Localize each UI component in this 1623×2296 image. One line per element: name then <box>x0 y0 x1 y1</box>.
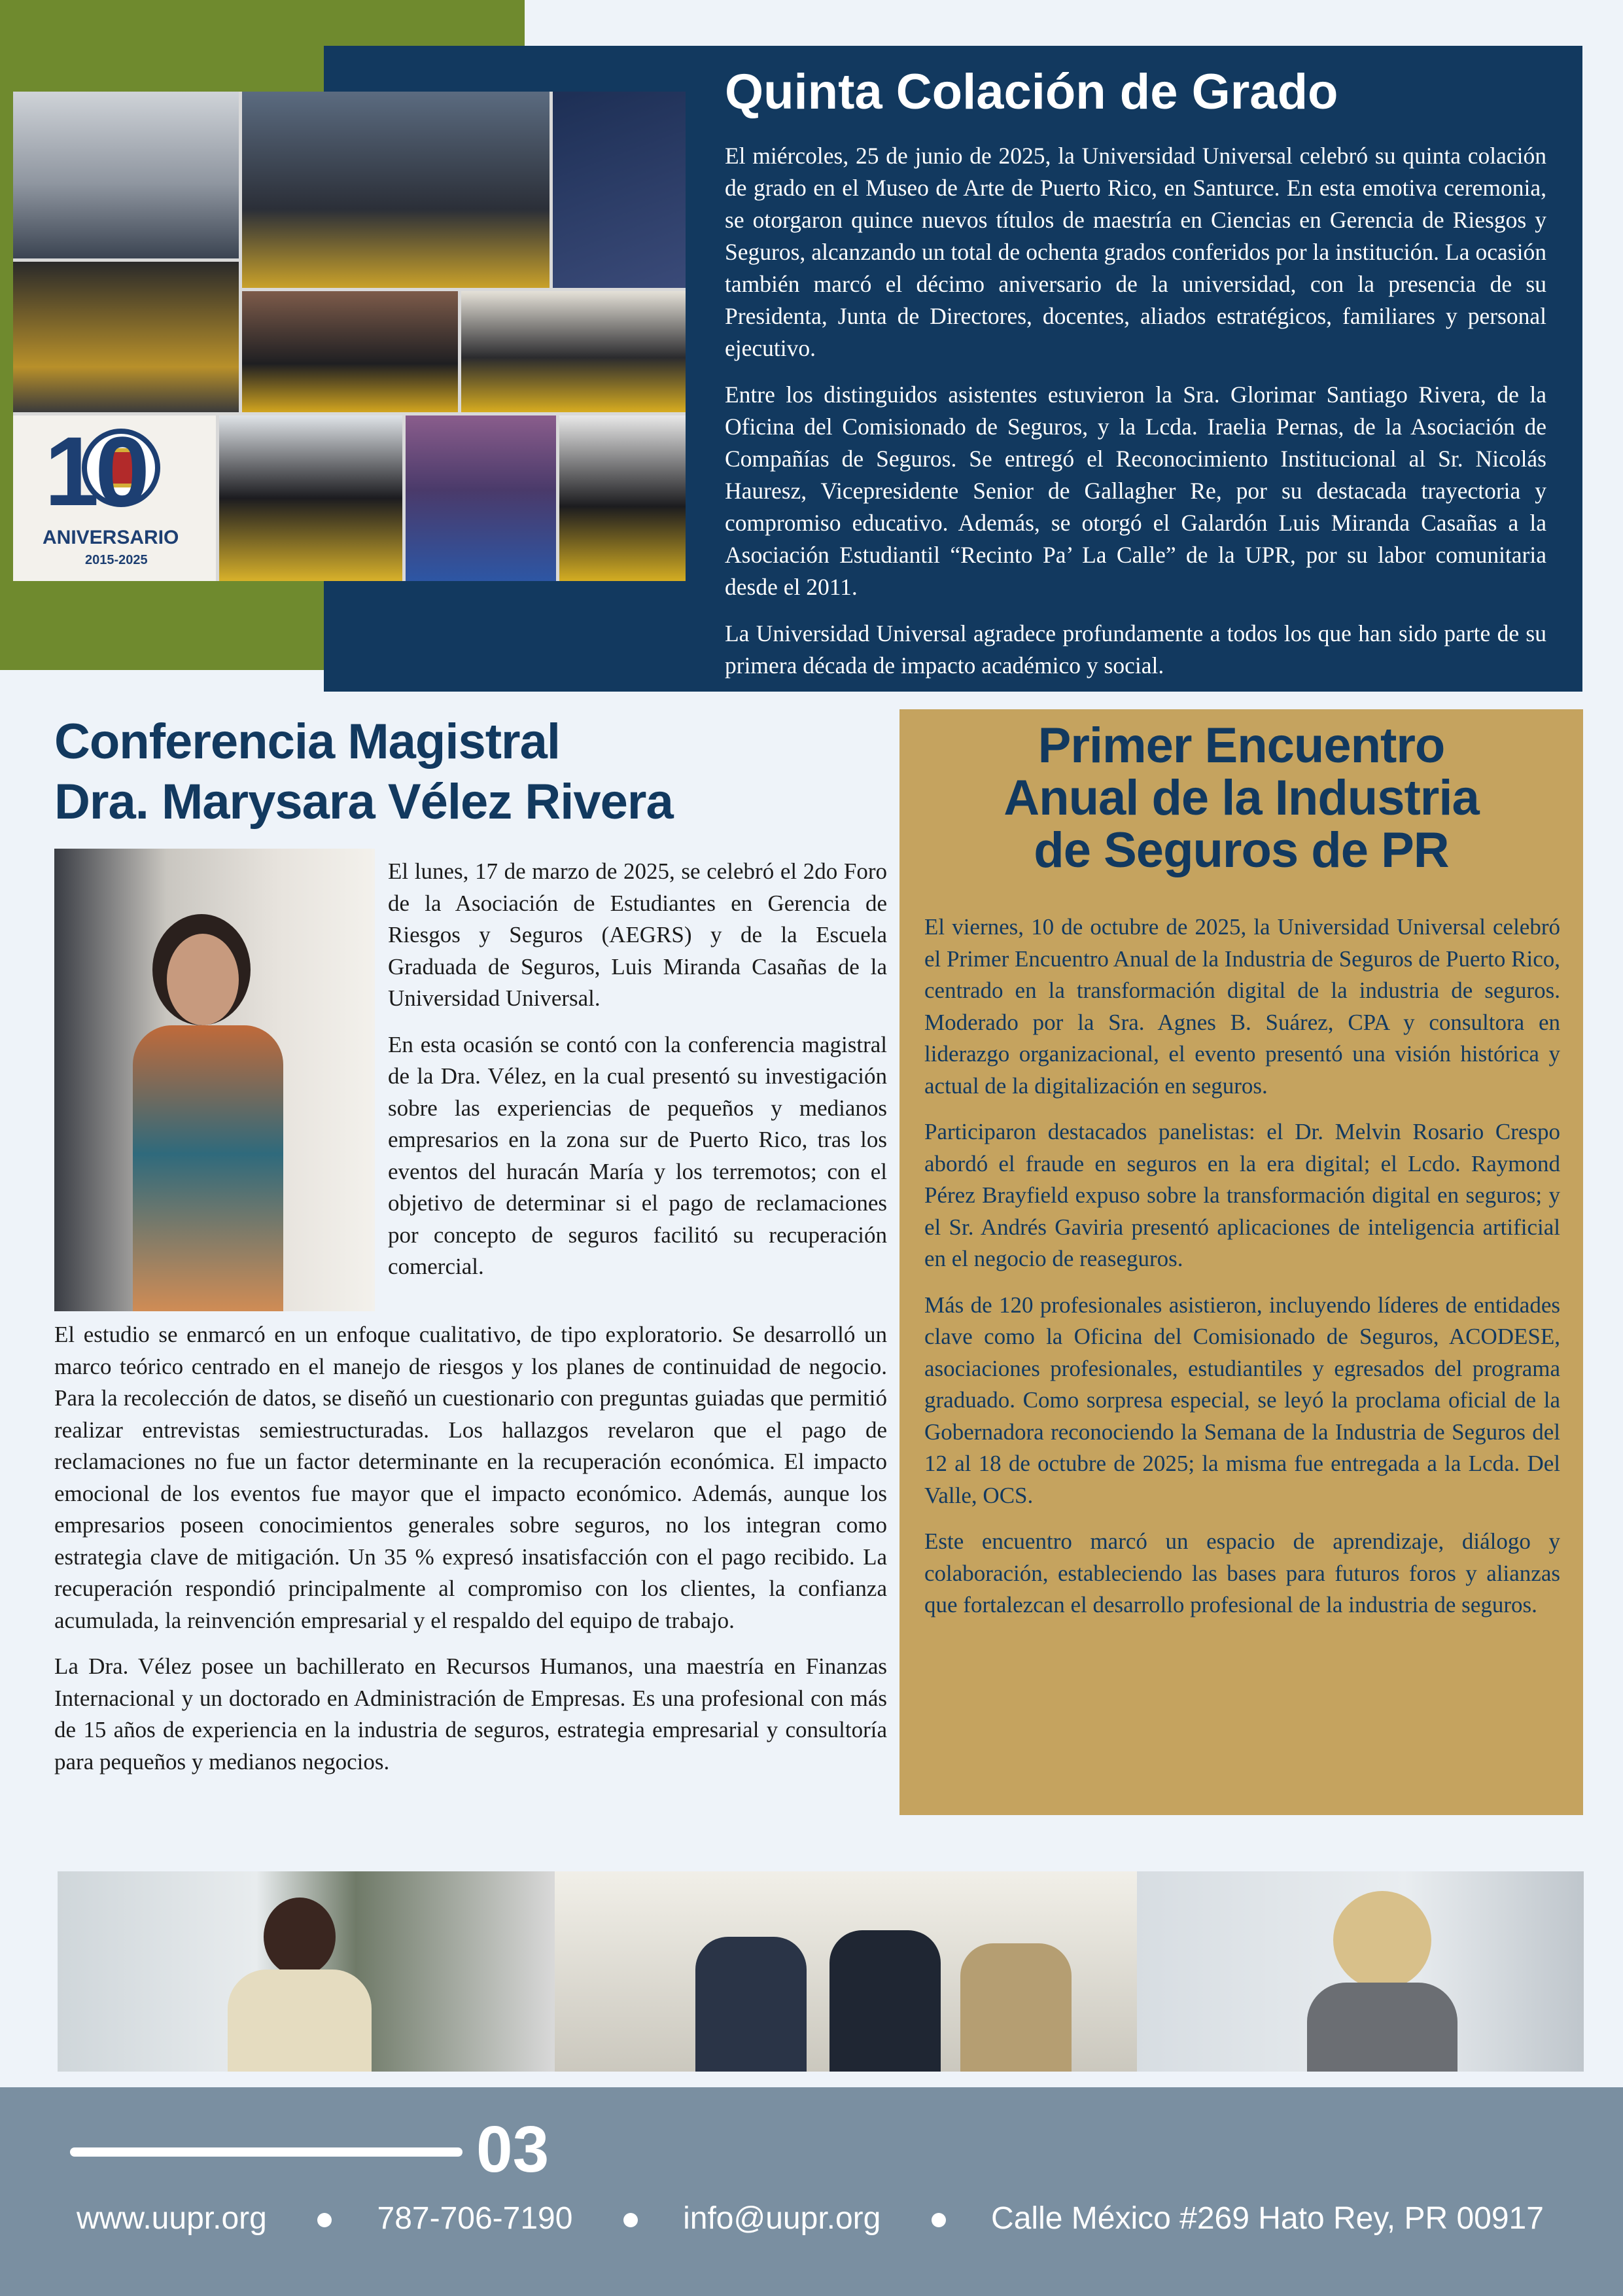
speaker-blonde-photo <box>1137 1871 1584 2072</box>
speaker-podium-photo <box>406 415 556 581</box>
encuentro-paragraph: Este encuentro marcó un espacio de aprendizaje, diálogo y colaboración, estableciendo las bases para futuros foros y alianzas que fortalezcan el desarrollo profesional de la industria de seguros. <box>924 1528 1560 1617</box>
address-text: Calle México #269 Hato Rey, PR 00917 <box>991 2201 1544 2236</box>
graduates-outdoor-photo <box>559 415 686 581</box>
graduates-line-photo <box>219 415 402 581</box>
footer-contact-bar <box>77 2199 1548 2238</box>
graduation-title: Quinta Colación de Grado <box>725 64 1338 120</box>
separator-dot-icon <box>623 2213 638 2227</box>
page-number: 03 <box>476 2113 550 2186</box>
anniversary-logo <box>13 415 216 581</box>
graduation-paragraph: El miércoles, 25 de junio de 2025, la Universidad Universal celebró su quinta colación de grado en el Museo de Arte de Puerto Rico, en Santurce. En esta emotiva ceremonia, se otorgaron quince nuevos títulos de maestría en Ciencias en Gerencia de Riesgos y Seguros, alcanzando un total de ochenta grados conferidos por la institución. La ocasión también marcó el décimo aniversario de la universidad, con la presencia de su Presidenta, Junta de Directores, docentes, aliados estratégicos, familiares y personal ejecutivo. <box>725 143 1546 361</box>
panelists-group-photo <box>555 1871 1137 2072</box>
encuentro-paragraph: Participaron destacados panelistas: el Dr. Melvin Rosario Crespo abordó el fraude en seguros en la era digital; el Lcdo. Raymond Pérez Brayfield expuso sobre la transformación digital en seguros; y el Sr. Andrés Gaviria presentó aplicaciones de inteligencia artificial en el negocio de reaseguros. <box>924 1119 1560 1271</box>
encuentro-title <box>899 720 1583 877</box>
encuentro-article-body <box>924 911 1560 1636</box>
event-photo-strip <box>58 1871 1584 2072</box>
graduation-paragraph: Entre los distinguidos asistentes estuvieron la Sra. Glorimar Santiago Rivera, de la Oficina del Comisionado de Seguros, y la Lcda. Iraelia Pernas, de la Asociación de Compañías de Seguros. Se entregó el Reconocimiento Institucional al Sr. Nicolás Hauresz, Vicepresidente Senior de Gallagher Re, por su destacada trayectoria y compromiso educativo. Además, se otorgó el Galardón Luis Miranda Casañas a la Asociación Estudiantil “Recinto Pa’ La Calle” de la UPR, por su labor comunitaria desde el 2011. <box>725 381 1546 600</box>
encuentro-title-line3: de Seguros de PR <box>1034 822 1449 878</box>
encuentro-title-line1: Primer Encuentro <box>1038 718 1445 773</box>
group-photo-formal <box>13 92 239 258</box>
page-footer <box>0 2087 1623 2296</box>
graduation-photo-collage <box>13 92 686 581</box>
anniversary-number: 10 <box>44 416 146 526</box>
website-link[interactable]: www.uupr.org <box>77 2201 267 2236</box>
separator-dot-icon <box>932 2213 946 2227</box>
graduates-group-photo <box>242 92 550 288</box>
anniversary-word: ANIVERSARIO <box>43 527 179 548</box>
anniversary-banner-photo <box>553 92 686 288</box>
conference-title-line1: Conferencia Magistral <box>54 714 560 769</box>
conference-paragraph: El lunes, 17 de marzo de 2025, se celebró el 2do Foro de la Asociación de Estudiantes en Gerencia de Riesgos y Seguros (AEGRS) y de la Escuela Graduada de Seguros, Luis Miranda Casañas de la Universidad Universal. <box>388 858 887 1011</box>
anniversary-years: 2015-2025 <box>85 553 148 567</box>
footer-rule <box>70 2147 462 2157</box>
speaker-woman-photo <box>58 1871 555 2072</box>
speaker-portrait-photo <box>54 849 375 1311</box>
conference-title-line2: Dra. Marysara Vélez Rivera <box>54 774 673 830</box>
encuentro-paragraph: El viernes, 10 de octubre de 2025, la Universidad Universal celebró el Primer Encuentro Anual de la Industria de Seguros de Puerto Rico, centrado en la transformación digital de la industria de seguros. Moderado por la Sra. Agnes B. Suárez, CPA y consultora en liderazgo organizacional, el evento presentó una visión histórica y actual de la digitalización en seguros. <box>924 914 1560 1099</box>
encuentro-paragraph: Más de 120 profesionales asistieron, incluyendo líderes de entidades clave como la Oficina del Comisionado de Seguros, ACODESE, asociaciones profesionales, estudiantiles y egresados del programa graduado. Como sorpresa especial, se leyó la proclama oficial de la Gobernadora reconociendo la Semana de la Industria de Seguros del 12 al 18 de octubre de 2025; la misma fue entregada a la Lcda. Del Valle, OCS. <box>924 1292 1560 1508</box>
conference-side-text <box>388 856 887 1283</box>
graduation-article-body <box>725 140 1546 696</box>
graduates-stage-photo <box>242 291 458 412</box>
email-link[interactable]: info@uupr.org <box>683 2201 881 2236</box>
phone-link[interactable]: 787-706-7190 <box>377 2201 573 2236</box>
conference-paragraph: El estudio se enmarcó en un enfoque cualitativo, de tipo exploratorio. Se desarrolló un marco teórico centrado en el manejo de riesgos y los planes de continuidad de negocio. Para la recolección de datos, se diseñó un cuestionario con preguntas guiadas que permitió realizar entrevistas semiestructuradas. Los hallazgos revelaron que el pago de reclamaciones no fue un factor determinante en la recuperación económica. El impacto emocional de los eventos fue mayor que el impacto económico. Además, aunque los empresarios poseen conocimientos generales sobre seguros, no los integran como estrategia clave de mitigación. Un 35 % expresó insatisfacción con el pago recibido. La recuperación respondió principalmente al compromiso con los clientes, la confianza acumulada, la reinvención empresarial y el respaldo del equipo de trabajo. <box>54 1322 887 1633</box>
conference-paragraph: En esta ocasión se contó con la conferencia magistral de la Dra. Vélez, en la cual presentó su investigación sobre las experiencias de pequeños y medianos empresarios en la zona sur de Puerto Rico, tras los eventos del huracán María y los terremotos; con el objetivo de determinar si el pago de reclamaciones por concepto de seguros facilitó su recuperación comercial. <box>388 1031 887 1279</box>
conference-full-text <box>54 1319 887 1792</box>
encuentro-title-line2: Anual de la Industria <box>1003 770 1479 826</box>
graduates-selfie-photo <box>13 262 239 412</box>
graduation-paragraph: La Universidad Universal agradece profundamente a todos los que han sido parte de su primera década de impacto académico y social. <box>725 620 1546 679</box>
separator-dot-icon <box>317 2213 332 2227</box>
conference-paragraph: La Dra. Vélez posee un bachillerato en Recursos Humanos, una maestría en Finanzas Internacional y un doctorado en Administración de Empresas. Es una profesional con más de 15 años de experiencia en la industria de seguros, estrategia empresarial y consultoría para pequeños y medianos negocios. <box>54 1653 887 1775</box>
graduates-hall-photo <box>461 291 686 412</box>
conference-title <box>54 712 872 832</box>
